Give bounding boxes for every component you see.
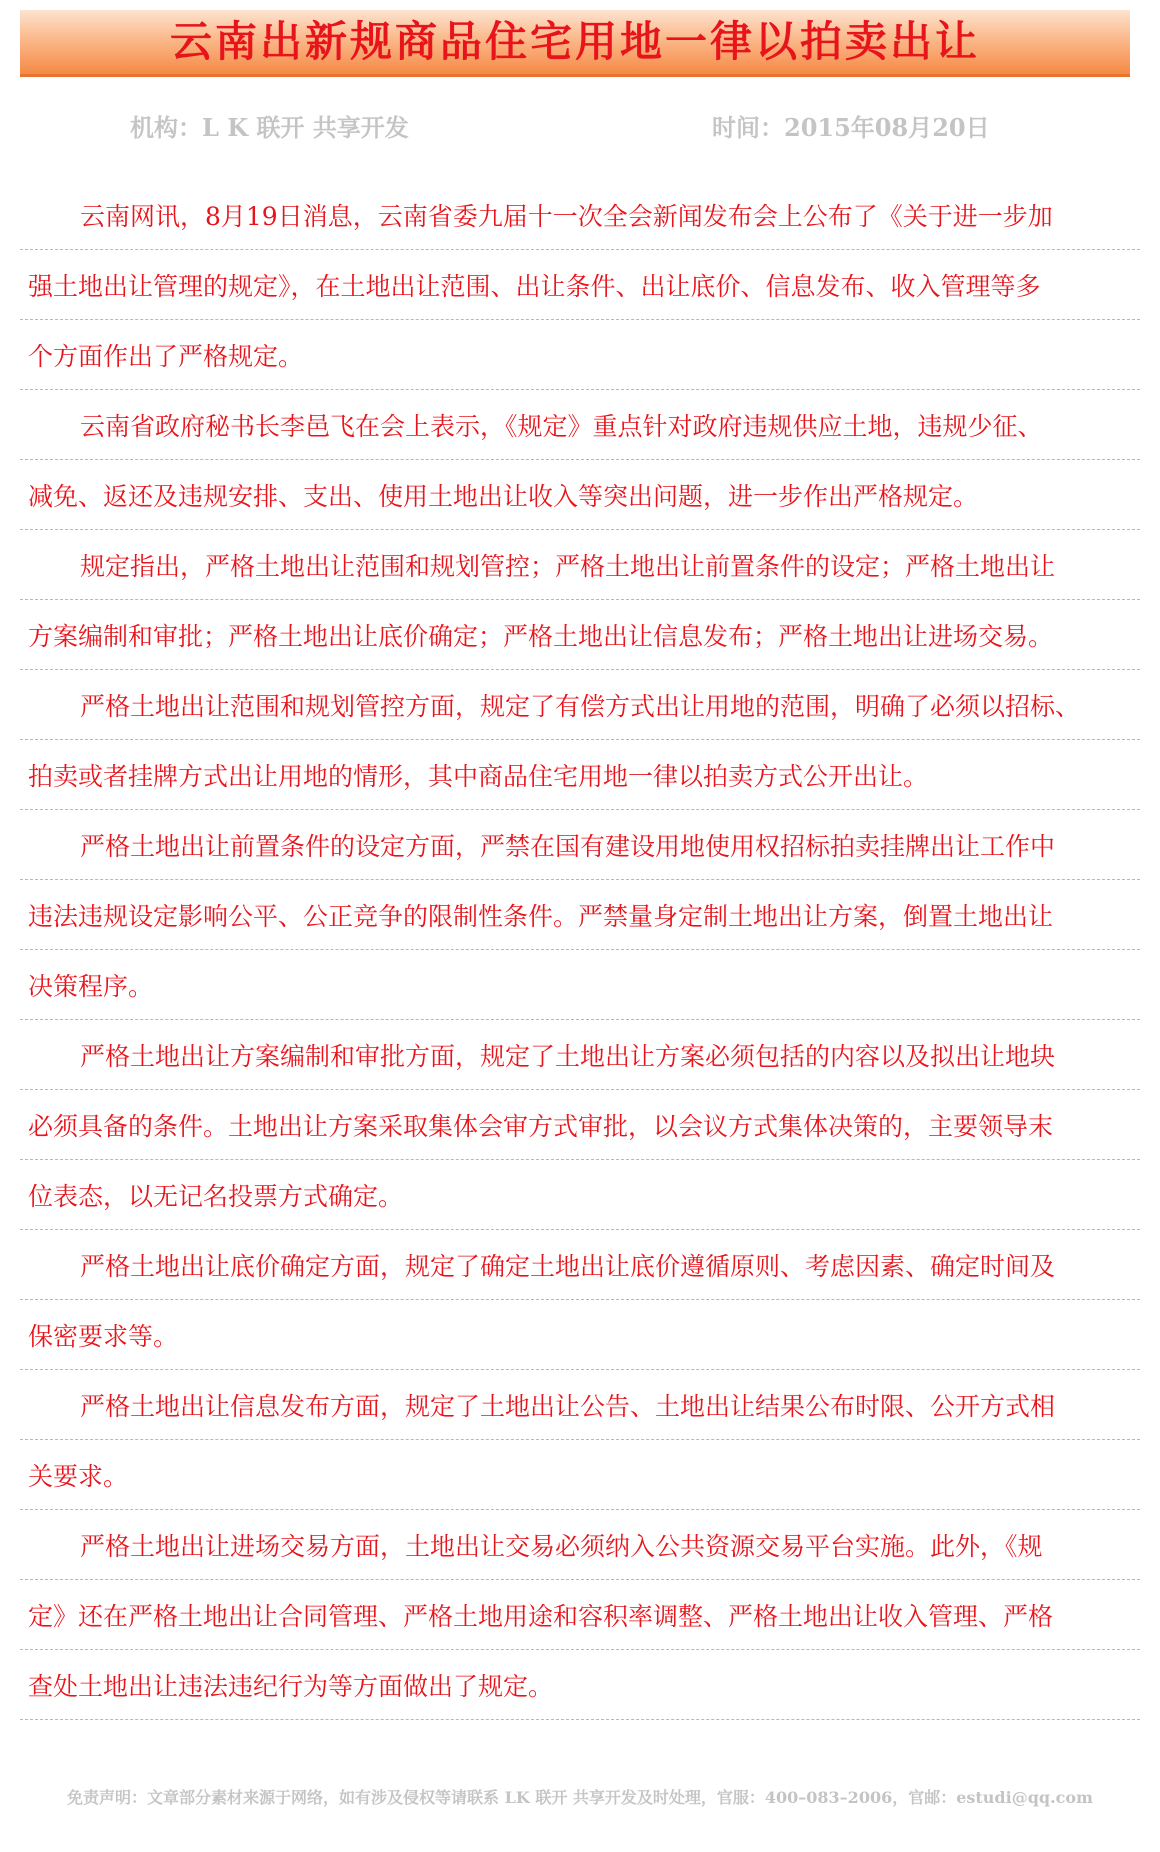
article-line [20, 1090, 1140, 1160]
article-line [20, 1440, 1140, 1510]
article-line-text: 定》还在严格土地出让合同管理、严格土地用途和容积率调整、严格土地出让收入管理、严格 [28, 1601, 1054, 1631]
article-line [20, 740, 1140, 810]
article-line-text: 决策程序。 [28, 971, 154, 1001]
disclaimer-footer: 免责声明：文章部分素材来源于网络，如有涉及侵权等请联系 LK 联开 共享开发及时处理，官服：400–083–2006，官邮：estudi@qq.com [67, 1788, 1093, 1807]
article-line-text: 关要求。 [28, 1461, 129, 1491]
article-line [20, 1370, 1140, 1440]
article-line-text: 规定指出，严格土地出让范围和规划管控；严格土地出让前置条件的设定；严格土地出让 [80, 551, 1056, 581]
article-line-text: 严格土地出让范围和规划管控方面，规定了有偿方式出让用地的范围，明确了必须以招标、 [80, 691, 1081, 721]
article-body [20, 180, 1140, 1720]
article-line-text: 减免、返还及违规安排、支出、使用土地出让收入等突出问题，进一步作出严格规定。 [28, 481, 979, 511]
org-label: 机构：L K 联开 共享开发 [130, 113, 409, 142]
article-line [20, 1160, 1140, 1230]
article-line-text: 严格土地出让信息发布方面，规定了土地出让公告、土地出让结果公布时限、公开方式相 [80, 1391, 1056, 1421]
article-line [20, 670, 1140, 740]
article-line [20, 600, 1140, 670]
article-line [20, 1300, 1140, 1370]
article-line-text: 查处土地出让违法违纪行为等方面做出了规定。 [28, 1671, 554, 1701]
article-line [20, 1510, 1140, 1580]
article-line [20, 390, 1140, 460]
article-line-text: 云南省政府秘书长李邑飞在会上表示，《规定》重点针对政府违规供应土地，违规少征、 [80, 411, 1043, 441]
article-line [20, 810, 1140, 880]
page-title: 云南出新规商品住宅用地一律以拍卖出让 [169, 17, 980, 66]
article-line-text: 强土地出让管理的规定》，在土地出让范围、出让条件、出让底价、信息发布、收入管理等多 [28, 271, 1041, 301]
date-label: 时间：2015年08月20日 [712, 113, 990, 142]
article-line-text: 保密要求等。 [28, 1321, 179, 1351]
article-line [20, 250, 1140, 320]
article-line [20, 530, 1140, 600]
article-line-text: 违法违规设定影响公平、公正竞争的限制性条件。严禁量身定制土地出让方案，倒置土地出让 [28, 901, 1054, 931]
article-line-text: 严格土地出让进场交易方面，土地出让交易必须纳入公共资源交易平台实施。此外，《规 [80, 1531, 1043, 1561]
article-line [20, 1650, 1140, 1720]
article-line [20, 1580, 1140, 1650]
article-line-text: 位表态，以无记名投票方式确定。 [28, 1181, 404, 1211]
article-line [20, 1020, 1140, 1090]
article-line [20, 950, 1140, 1020]
article-line-text: 严格土地出让前置条件的设定方面，严禁在国有建设用地使用权招标拍卖挂牌出让工作中 [80, 831, 1056, 861]
article-line [20, 880, 1140, 950]
article-line-text: 拍卖或者挂牌方式出让用地的情形，其中商品住宅用地一律以拍卖方式公开出让。 [28, 761, 929, 791]
article-line-text: 严格土地出让方案编制和审批方面，规定了土地出让方案必须包括的内容以及拟出让地块 [80, 1041, 1056, 1071]
article-line-text: 方案编制和审批；严格土地出让底价确定；严格土地出让信息发布；严格土地出让进场交易。 [28, 621, 1054, 651]
article-line [20, 180, 1140, 250]
article-line [20, 1230, 1140, 1300]
article-line-text: 必须具备的条件。土地出让方案采取集体会审方式审批，以会议方式集体决策的，主要领导末 [28, 1111, 1054, 1141]
article-line-text: 严格土地出让底价确定方面，规定了确定土地出让底价遵循原则、考虑因素、确定时间及 [80, 1251, 1056, 1281]
title-banner [20, 10, 1130, 77]
article-line [20, 460, 1140, 530]
article-line [20, 320, 1140, 390]
article-line-text: 云南网讯，8月19日消息，云南省委九届十一次全会新闻发布会上公布了《关于进一步加 [80, 201, 1053, 231]
article-line-text: 个方面作出了严格规定。 [28, 341, 304, 371]
